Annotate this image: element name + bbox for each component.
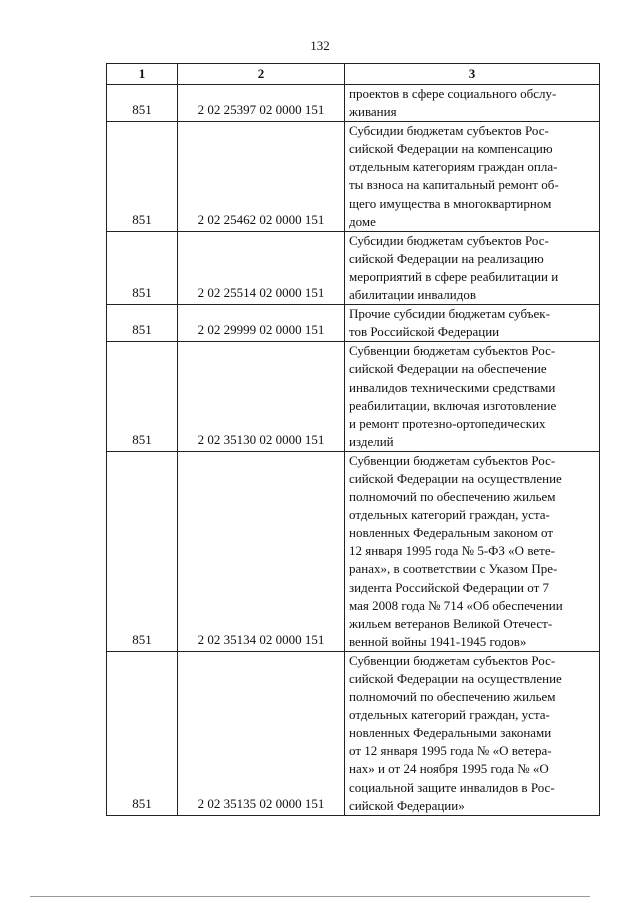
income-description-cell (345, 85, 600, 122)
description-line: живания (349, 104, 397, 120)
description-line: Субвенции бюджетам субъектов Рос- (349, 343, 556, 359)
column-header-3: 3 (345, 64, 600, 85)
description-line: Субсидии бюджетам субъектов Рос- (349, 232, 549, 248)
table-header-row (107, 64, 600, 85)
administrator-code-cell: 851 (107, 122, 178, 232)
description-line: от 12 января 1995 года № «О ветера- (349, 743, 552, 759)
description-line: социальной защите инвалидов в Рос- (349, 779, 555, 795)
description-line: и ремонт протезно-ортопедических (349, 415, 546, 431)
description-line: инвалидов техническими средствами (349, 379, 556, 395)
description-line: новленных Федеральными законами (349, 725, 552, 741)
column-header-2: 2 (178, 64, 345, 85)
description-line: сийской Федерации на осуществление (349, 470, 562, 486)
description-line: полномочий по обеспечению жильем (349, 689, 556, 705)
description-line: сийской Федерации» (349, 797, 465, 813)
description-line: доме (349, 213, 376, 229)
description-line: сийской Федерации на компенсацию (349, 141, 553, 157)
income-description-cell (345, 122, 600, 232)
description-line: отдельных категорий граждан, уста- (349, 707, 550, 723)
income-description-cell (345, 305, 600, 342)
table-row (107, 231, 600, 304)
table-row (107, 451, 600, 651)
description-line: проектов в сфере социального обслу- (349, 86, 557, 101)
description-line: ранах», в соответствии с Указом Пре- (349, 561, 558, 577)
description-line: изделий (349, 433, 394, 449)
description-line: нах» и от 24 ноября 1995 года № «О (349, 761, 549, 777)
table-row (107, 651, 600, 815)
table-row (107, 305, 600, 342)
description-line: жильем ветеранов Великой Отечест- (349, 615, 553, 631)
administrator-code-cell: 851 (107, 451, 178, 651)
budget-code-cell: 2 02 25397 02 0000 151 (178, 85, 345, 122)
description-line: мероприятий в сфере реабилитации и (349, 268, 559, 284)
description-line: сийской Федерации на осуществление (349, 671, 562, 686)
table-row (107, 85, 600, 122)
budget-code-cell: 2 02 35135 02 0000 151 (178, 651, 345, 815)
description-line: новленных Федеральным законом от (349, 525, 554, 541)
column-header-1: 1 (107, 64, 178, 85)
budget-code-cell: 2 02 25462 02 0000 151 (178, 122, 345, 232)
page-bottom-rule (30, 896, 590, 897)
budget-code-cell: 2 02 35130 02 0000 151 (178, 342, 345, 452)
budget-code-cell: 2 02 35134 02 0000 151 (178, 451, 345, 651)
administrator-code-cell: 851 (107, 651, 178, 815)
description-line: реабилитации, включая изготовление (349, 397, 557, 413)
description-line: Прочие субсидии бюджетам субъек- (349, 306, 550, 322)
description-line: отдельных категорий граждан, уста- (349, 507, 550, 523)
income-description-cell (345, 451, 600, 651)
description-line: полномочий по обеспечению жильем (349, 489, 556, 505)
description-line: Субвенции бюджетам субъектов Рос- (349, 452, 556, 468)
administrator-code-cell: 851 (107, 85, 178, 122)
page-number: 132 (310, 38, 330, 53)
administrator-code-cell: 851 (107, 305, 178, 342)
description-line: ты взноса на капитальный ремонт об- (349, 177, 559, 193)
description-line: сийской Федерации на реализацию (349, 250, 544, 266)
table-row (107, 342, 600, 452)
income-description-cell (345, 651, 600, 815)
description-line: отдельным категориям граждан опла- (349, 159, 558, 175)
administrator-code-cell: 851 (107, 342, 178, 452)
description-line: мая 2008 года № 714 «Об обеспечении (349, 597, 563, 613)
description-line: Субвенции бюджетам субъектов Рос- (349, 652, 556, 668)
budget-code-cell: 2 02 25514 02 0000 151 (178, 231, 345, 304)
description-line: сийской Федерации на обеспечение (349, 361, 547, 377)
budget-classification-table (106, 63, 600, 816)
description-line: щего имущества в многоквартирном (349, 195, 552, 211)
income-description-cell (345, 342, 600, 452)
table-body (107, 85, 600, 816)
table-row (107, 122, 600, 232)
description-line: 12 января 1995 года № 5-ФЗ «О вете- (349, 543, 555, 559)
income-description-cell (345, 231, 600, 304)
description-line: тов Российской Федерации (349, 324, 500, 340)
description-line: зидента Российской Федерации от 7 (349, 579, 550, 595)
budget-code-cell: 2 02 29999 02 0000 151 (178, 305, 345, 342)
description-line: венной войны 1941-1945 годов» (349, 633, 527, 649)
administrator-code-cell: 851 (107, 231, 178, 304)
description-line: абилитации инвалидов (349, 287, 476, 303)
description-line: Субсидии бюджетам субъектов Рос- (349, 123, 549, 139)
